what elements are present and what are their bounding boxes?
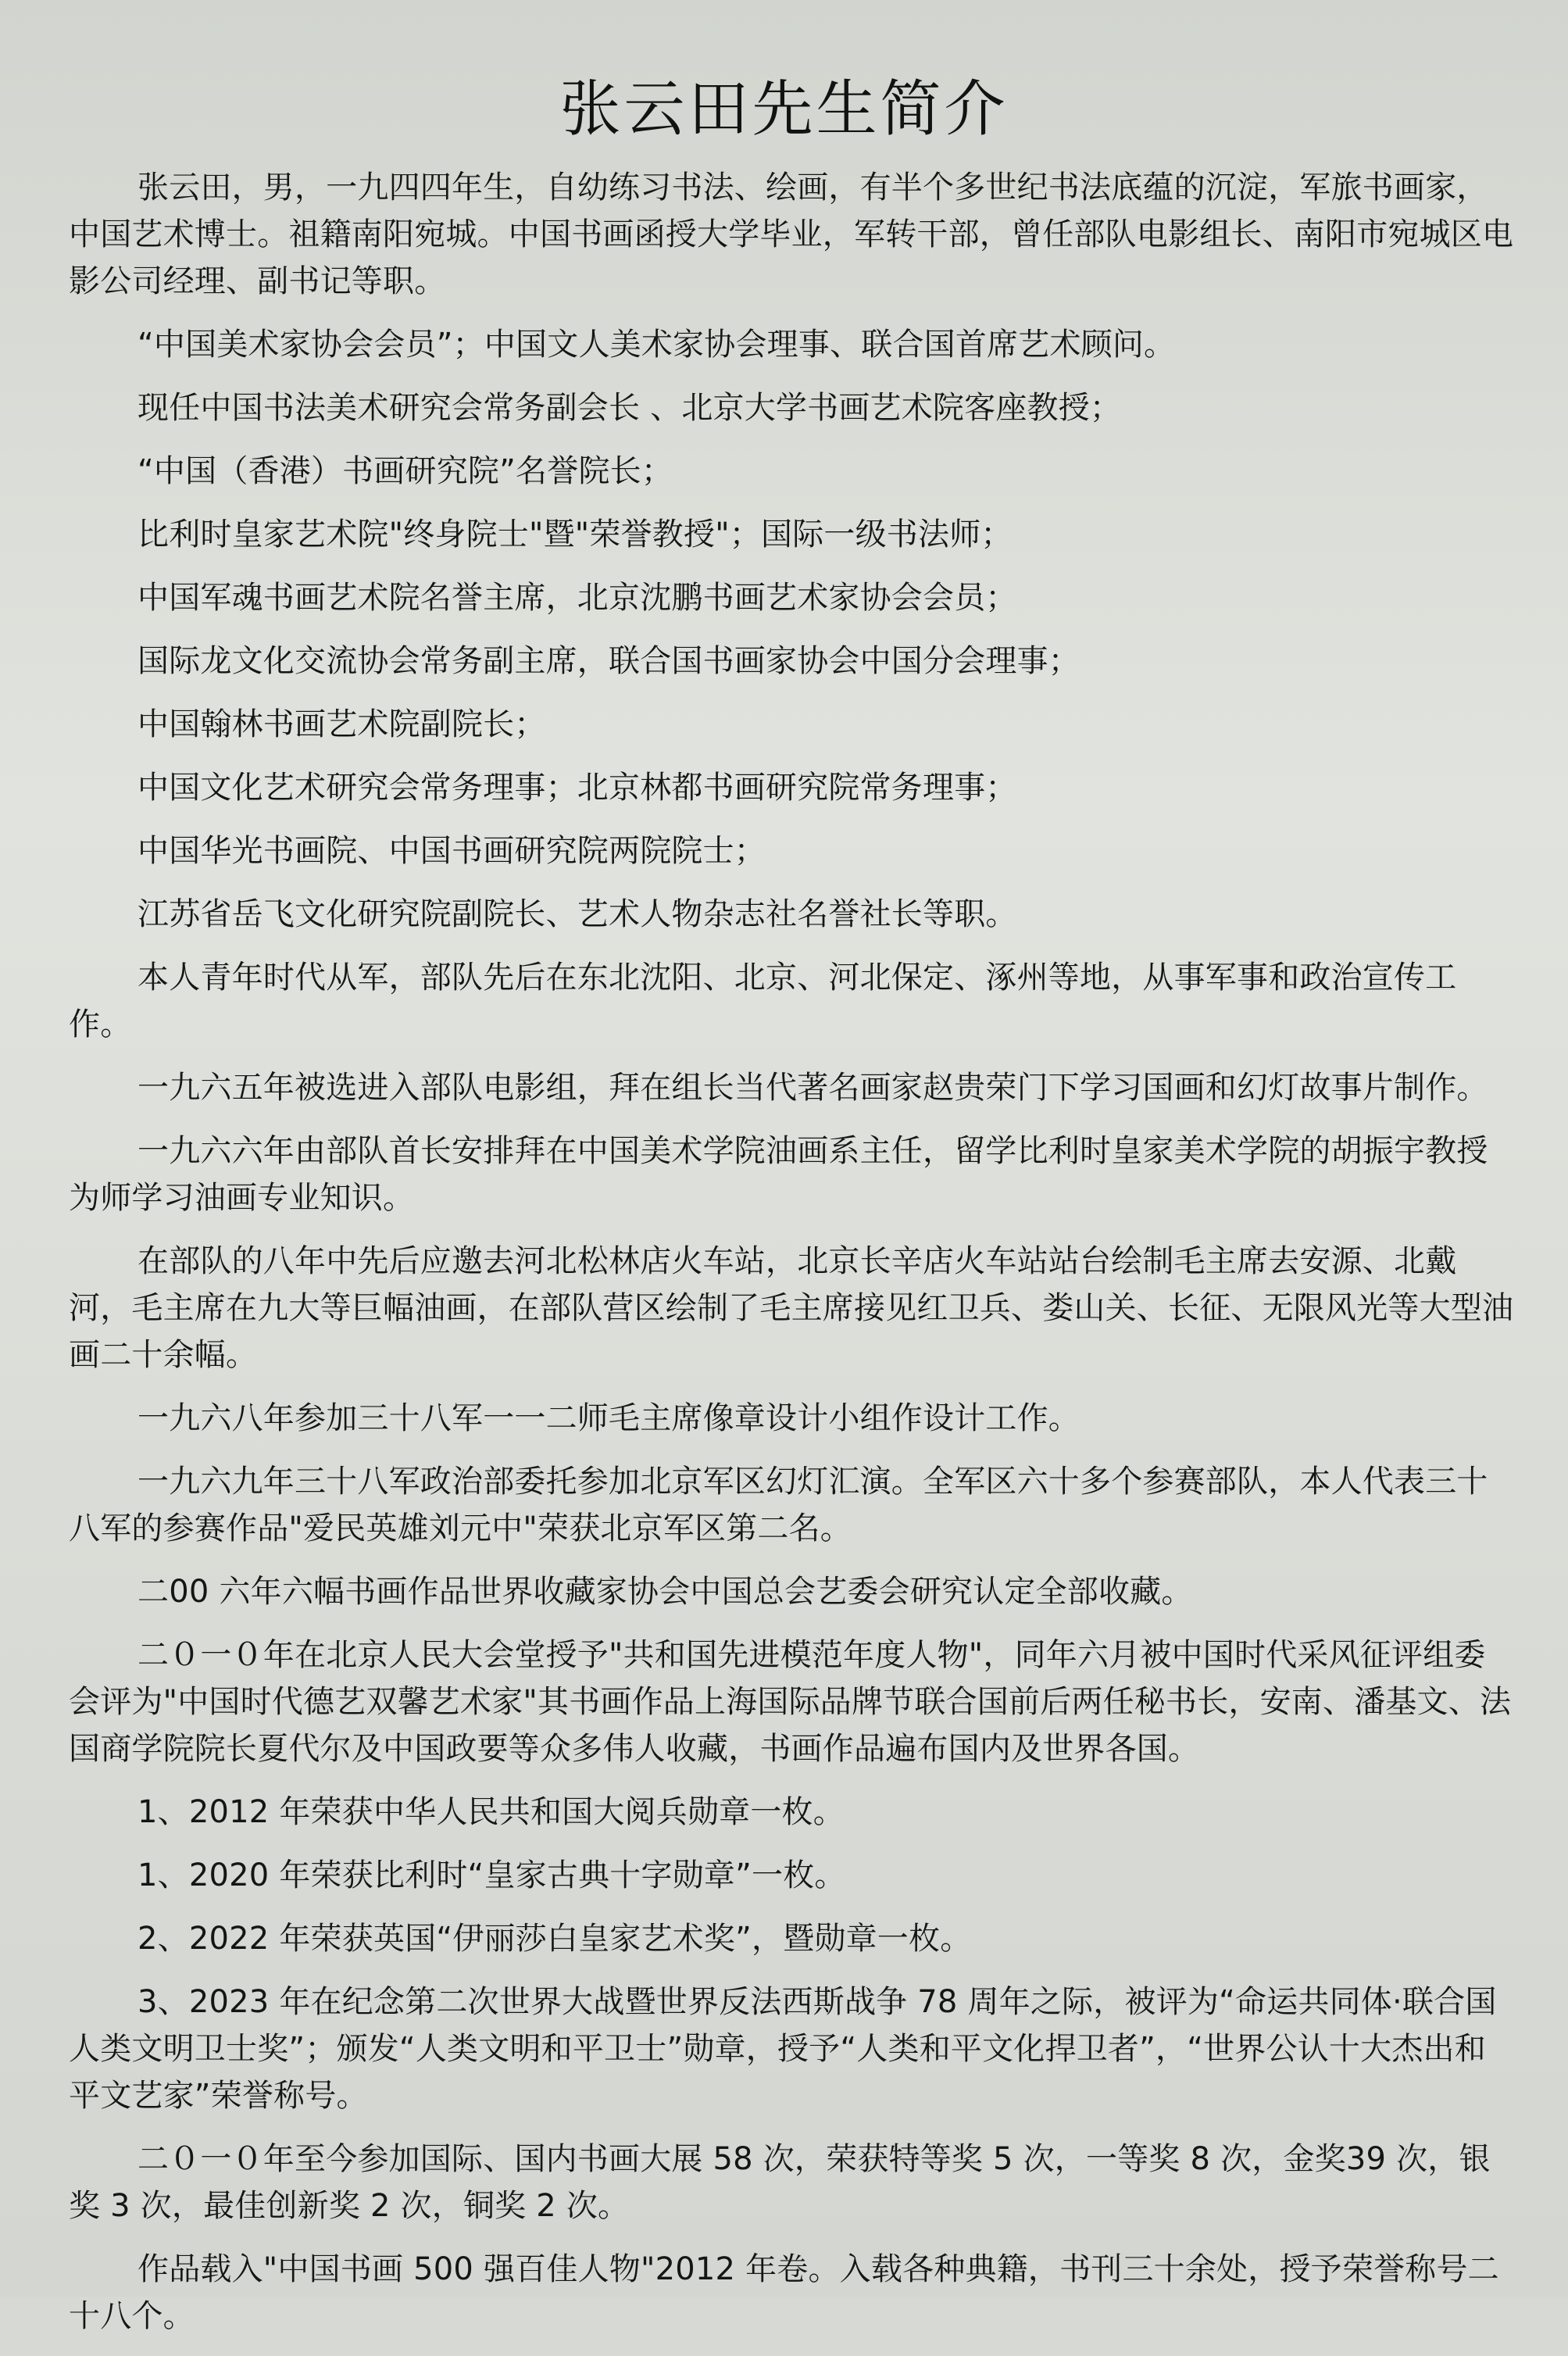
paragraph-belgium-role: 比利时皇家艺术院"终身院士"暨"荣誉教授"；国际一级书法师； <box>138 517 1013 552</box>
paragraph-academician-role: 中国华光书画院、中国书画研究院两院院士； <box>138 833 766 869</box>
paragraph-dragon-culture-role: 国际龙文化交流协会常务副主席，联合国书画家协会中国分会理事； <box>138 643 1080 679</box>
paragraph-collection-2006: 二00 六年六幅书画作品世界收藏家协会中国总会艺委会研究认定全部收藏。 <box>138 1574 1193 1610</box>
paragraph-current-role: 现任中国书法美术研究会常务副会长 、北京大学书画艺术院客座教授； <box>138 390 1122 426</box>
paragraph-awards-2010: 二０一０年在北京人民大会堂授予"共和国先进模范年度人物"，同年六月被中国时代采风征评组委会评为"中国时代德艺双馨艺术家"其书画作品上海国际品牌节联合国前后两任秘书长，安南、潘基文、法国商学院院长夏代尔及中国政要等众多伟人收藏，书画作品遍布国内及世界各国。 <box>69 1637 1512 1767</box>
paragraph-oil-painting-study: 一九六六年由部队首长安排拜在中国美术学院油画系主任，留学比利时皇家美术学院的胡振宇教授为师学习油画专业知识。 <box>69 1133 1488 1216</box>
paragraph-award-2020: 1、2020 年荣获比利时“皇家古典十字勋章”一枚。 <box>138 1857 846 1893</box>
paragraph-culture-research-role: 中国文化艺术研究会常务理事；北京林都书画研究院常务理事； <box>138 770 1017 806</box>
paragraph-army-spirit-role: 中国军魂书画艺术院名誉主席，北京沈鹏书画艺术家协会会员； <box>138 580 1017 616</box>
document-body <box>69 164 1514 2356</box>
paragraph-intro: 张云田，男，一九四四年生，自幼练习书法、绘画，有半个多世纪书法底蕴的沉淀，军旅书画家，中国艺术博士。祖籍南阳宛城。中国书画函授大学毕业，军转干部，曾任部队电影组长、南阳市宛城区电影公司经理、副书记等职。 <box>69 170 1514 299</box>
paragraph-badge-design: 一九六八年参加三十八军一一二师毛主席像章设计小组作设计工作。 <box>138 1400 1080 1436</box>
paragraph-membership: “中国美术家协会会员”；中国文人美术家协会理事、联合国首席艺术顾问。 <box>138 327 1176 363</box>
paragraph-award-2023: 3、2023 年在纪念第二次世界大战暨世界反法西斯战争 78 周年之际，被评为“命运共同体·联合国人类文明卫士奖”；颁发“人类文明和平卫士”勋章，授予“人类和平文化捍卫者”，“世界公认十大杰出和平文艺家”荣誉称号。 <box>69 1984 1497 2114</box>
paragraph-award-2012: 1、2012 年荣获中华人民共和国大阅兵勋章一枚。 <box>138 1794 845 1830</box>
paragraph-slide-show: 一九六九年三十八军政治部委托参加北京军区幻灯汇演。全军区六十多个参赛部队，本人代表三十八军的参赛作品"爱民英雄刘元中"荣获北京军区第二名。 <box>69 1464 1488 1546</box>
page-title: 张云田先生简介 <box>559 74 1009 145</box>
paragraph-military-service: 本人青年时代从军，部队先后在东北沈阳、北京、河北保定、涿州等地，从事军事和政治宣传工作。 <box>69 960 1457 1042</box>
paragraph-hong-kong-role: “中国（香港）书画研究院”名誉院长； <box>138 453 673 489</box>
paragraph-publications: 作品载入"中国书画 500 强百佳人物"2012 年卷。入载各种典籍，书刊三十余处，授予荣誉称号二十八个。 <box>69 2251 1499 2334</box>
paragraph-hanlin-role: 中国翰林书画艺术院副院长； <box>138 706 546 742</box>
paragraph-exhibitions: 二０一０年至今参加国际、国内书画大展 58 次，荣获特等奖 5 次，一等奖 8 次，金奖39 次，银奖 3 次，最佳创新奖 2 次，铜奖 2 次。 <box>69 2141 1491 2224</box>
paragraph-murals: 在部队的八年中先后应邀去河北松林店火车站，北京长辛店火车站站台绘制毛主席去安源、北戴河，毛主席在九大等巨幅油画，在部队营区绘制了毛主席接见红卫兵、娄山关、长征、无限风光等大型油画二十余幅。 <box>69 1243 1514 1373</box>
paragraph-film-group: 一九六五年被选进入部队电影组，拜在组长当代著名画家赵贵荣门下学习国画和幻灯故事片制作。 <box>138 1070 1488 1106</box>
paragraph-award-2022: 2、2022 年荣获英国“伊丽莎白皇家艺术奖”，暨勋章一枚。 <box>138 1921 972 1957</box>
paragraph-jiangsu-role: 江苏省岳飞文化研究院副院长、艺术人物杂志社名誉社长等职。 <box>138 896 1017 932</box>
